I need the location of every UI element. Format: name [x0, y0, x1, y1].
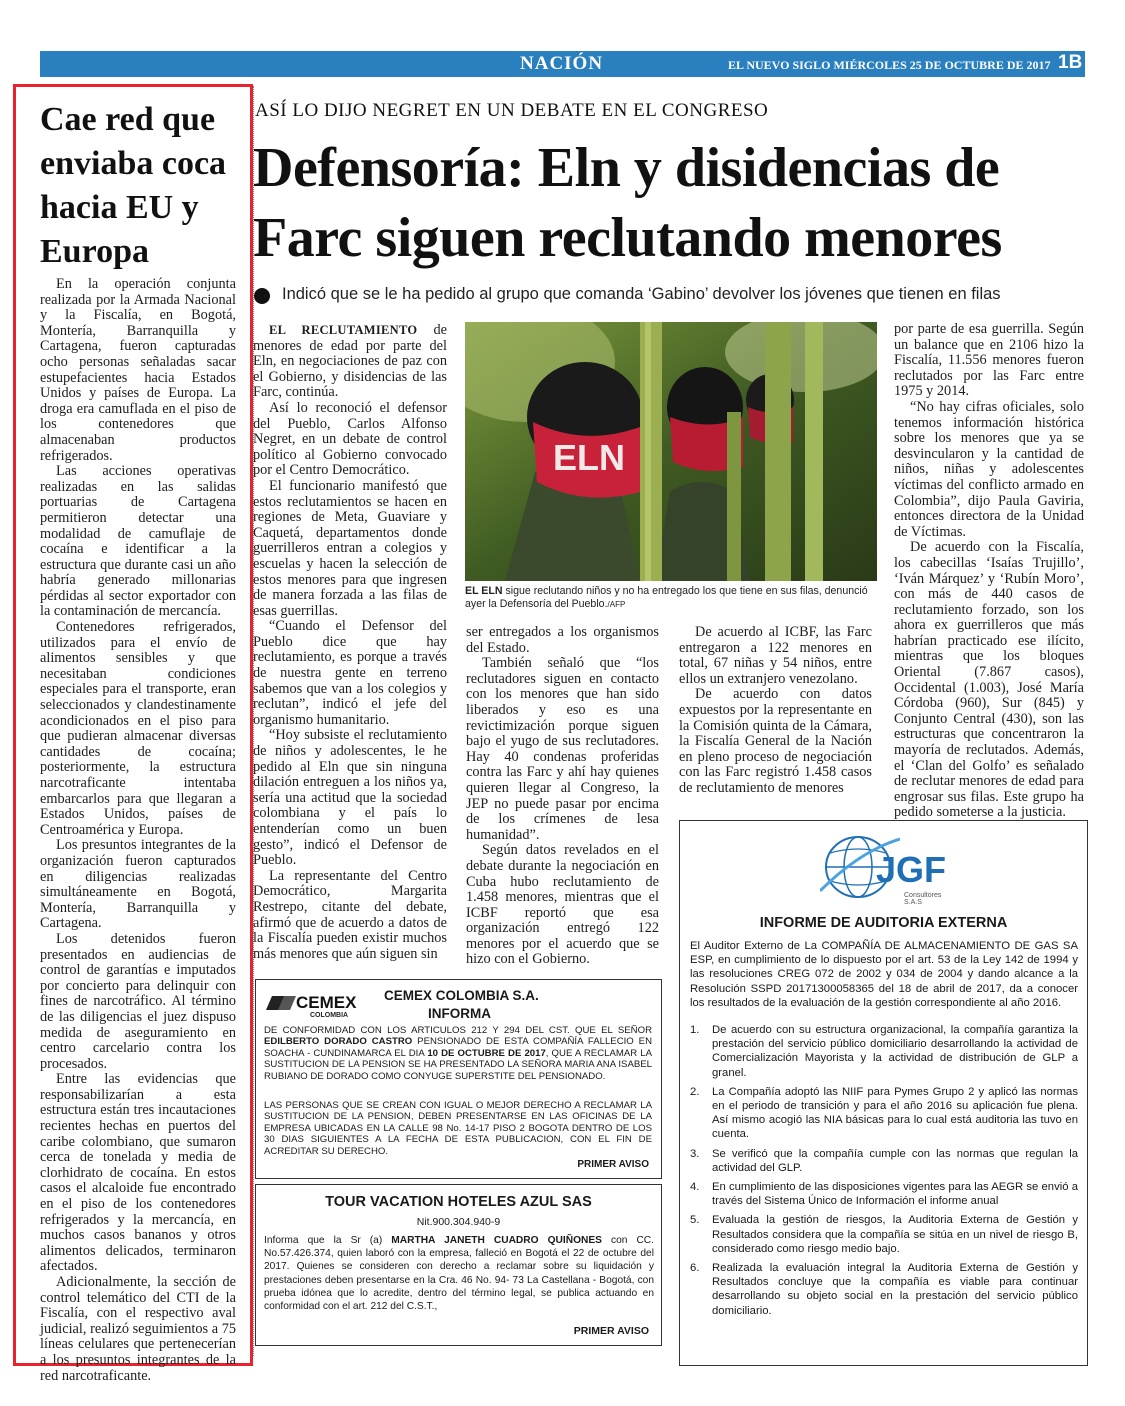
cemex-ad-title: CEMEX COLOMBIA S.A. [384, 988, 539, 1003]
sidebar-paragraph: Entre las evidencias que responsabilizarían a esta estructura están tres incautaciones recientes hechas en puertos del caribe colombiano, que sumaron cerca de tonelada y media de clorhidrato de cocaína. En estos casos el alcaloide fue encontrado en el piso de los contenedores refrigerados y la mercancía, en muchos casos bananos y otros alimentos delicados, terminaron afectados. [40, 1071, 236, 1275]
jgf-audit-report-ad [679, 820, 1088, 1366]
article-paragraph: de menores de edad por parte del Eln, en negociaciones de paz con el Gobierno, y disidencias de las Farc, continúa. [253, 322, 448, 401]
list-text: De acuerdo con su estructura organizacional, la compañía garantiza la prestación del servicio público domiciliario desarrollando la actividad de Comercialización Mayorista y la actividad de distribución de GLP a granel. [712, 1024, 1078, 1079]
cemex-text: , QUE A RECLAMAR LA SUSTITUCION DE LA PENSION SE HA PRESENTADO LA SEÑORA MARIA ANA ISABEL RUBIANO DE DORADO COMO CONYUGE SUPERSTITE DEL PENSIONADO. [264, 1047, 653, 1082]
list-text: En cumplimiento de las disposiciones vigentes para las AEGR se envió a través del Sistema Único de Información el informe anual [712, 1181, 1078, 1208]
jgf-logo-subtext: Consultores S.A.S [904, 892, 942, 906]
tour-text: con CC. No.57.426.374, quien laboró con la empresa, falleció en Bogotá el 22 de octubre del 2017. Quienes se consideren con derecho a reclamar sobre su liquidación y prestaciones deben presentarse en la Cra. 46 No. 94- 73 La Castellana - Bogotá, con prueba idónea que lo acredite, dentro del término legal, se publica actuando en conformidad con el art. 212 del C.S.T., [264, 1235, 654, 1313]
cemex-text: DE CONFORMIDAD CON LOS ARTICULOS 212 Y 294 DEL CST. QUE EL SEÑOR [264, 1025, 652, 1036]
jgf-logo [820, 831, 960, 906]
article-paragraph: De acuerdo al ICBF, las Farc entregaron a 122 menores en total, 67 niñas y 54 niños, entre ellos un extranjero venezolano. [679, 624, 872, 687]
tour-vacation-notice-ad [255, 1184, 662, 1346]
article-paragraph: De acuerdo con la Fiscalía, los cabecillas ‘Isaías Trujillo’, ‘Iván Márquez’ y ‘Rubín Moro’, con más de 440 casos de reclutamiento forzado, son los ahora ex guerrilleros que más habrían practicado ese ilícito, mientras que los bloques Oriental (7.867 casos), Occidental (1.003), José María Córdoba (960), Sur (845) y Conjunto Central (430), son las estructuras que concentraron la mayoría de reclutados. Además, el ‘Clan del Golfo’ es señalado de reclutar menores de edad para engrosar sus filas. Este grupo ha pedido someterse a la justicia. [894, 539, 1084, 821]
cemex-logo [266, 992, 366, 1019]
list-item [690, 1023, 1078, 1080]
cemex-notice-label: PRIMER AVISO [577, 1159, 649, 1170]
list-number: 6. [690, 1262, 700, 1275]
cemex-logo-subtext: COLOMBIA [310, 1012, 349, 1019]
sidebar-paragraph: Contenedores refrigerados, utilizados para el envío de alimentos sensibles y que necesitaban condiciones especiales para el transporte, eran seleccionados y clandestinamente acondicionados en el piso para que pudieran almacenar diversas cantidades de cocaína; posteriormente, la estructura narcotraficante intentaba embarcarlos para que llegaran a Estados Unidos, países de Centroamérica y Europa. [40, 619, 236, 838]
cemex-logo-text: CEMEX [296, 993, 357, 1012]
list-item [690, 1085, 1078, 1142]
list-text: Se verificó que la compañía cumple con las normas que regulan la actividad del GLP. [712, 1147, 1078, 1174]
news-photo [465, 322, 877, 581]
sidebar-paragraph: Adicionalmente, la sección de control telemático del CTI de la Fiscalía, con el respectivo aval judicial, realizó seguimientos a 75 líneas celulares que pertenecerían a los presuntos integrantes de la red narcotraficante. [40, 1274, 236, 1384]
tour-text: Informa que la Sr (a) [264, 1235, 392, 1246]
caption-lead: EL ELN [465, 585, 503, 597]
jgf-logo-text: JGF [876, 849, 947, 890]
cemex-date: 10 DE OCTUBRE DE 2017 [427, 1047, 546, 1059]
list-item [690, 1180, 1078, 1208]
sidebar-headline: Cae red que enviaba coca hacia EU y Europa [40, 101, 227, 270]
cemex-notice-ad [255, 979, 662, 1179]
cemex-text: PENSIONADO DE ESTA COMPAÑÍA FALLECIO EN SOACHA - CUNDINAMARCA EL DIA [264, 1036, 652, 1059]
article-lead-word: EL RECLUTAMIENTO [269, 323, 418, 337]
list-item [690, 1213, 1078, 1256]
article-paragraph: Según datos revelados en el debate durante la negociación en Cuba hubo reclutamiento de 1.458 menores, mientras que el ICBF reportó que esa organización entregó 122 menores por el acuerdo que se hizo con el Gobierno. [466, 842, 659, 968]
bandana-text: ELN [553, 437, 625, 478]
cemex-ad-paragraph-2: LAS PERSONAS QUE SE CREAN CON IGUAL O MEJOR DERECHO A RECLAMAR LA SUSTITUCION DE LA PENSION, DEBEN PRESENTARSE EN LAS OFICINAS DE LA EMPRESA UBICADAS EN LA CALLE 98 No. 14-17 PISO 2 BOGOTA DENTRO DE LOS 30 DIAS SIGUIENTES A LA FECHA DE ESTA PUBLICACION, CON EL FIN DE ACREDITAR SU DERECHO. [264, 1100, 652, 1157]
article-paragraph: También señaló que “los reclutadores siguen en contacto con los menores que han sido liberados y eso es una revictimización porque siguen bajo el yugo de sus reclutadores. Hay 40 condenas proferidas contra las Farc y ahí hay quienes quieren llegar al Congreso, la JEP no puede pasar por encima de los crímenes de lesa humanidad”. [466, 655, 659, 843]
list-item [690, 1261, 1078, 1318]
article-column-3 [679, 625, 872, 797]
sidebar-paragraph: Los presuntos integrantes de la organización fueron capturados en diligencias realizadas simultáneamente en Bogotá, Montería, Barranquilla y Cartagena. [40, 837, 236, 932]
article-paragraph: ser entregados a los organismos del Estado. [466, 624, 659, 656]
photo-caption [465, 585, 880, 611]
page-number: 1B [1058, 52, 1083, 73]
sidebar-paragraph: Las acciones operativas realizadas en las salidas portuarias de Cartagena permitieron detectar una modalidad de camuflaje de cocaína e identificar a la estructura que durante casi un año habría generado millonarias pérdidas al sector exportador con la contaminación de mercancía. [40, 463, 236, 620]
tour-ad-body [264, 1234, 654, 1313]
caption-text: sigue reclutando niños y no ha entregado los que tiene en sus filas, denunció ayer la Defensoría del Pueblo. [465, 585, 868, 610]
jgf-ad-intro: El Auditor Externo de La COMPAÑÍA DE ALMACENAMIENTO DE GAS SA ESP, en cumplimiento de lo dispuesto por el art. 53 de la Ley 142 de 1994 y las resoluciones CREG 072 de 2002 y 034 de 2004 y dando alcance a la Resolución SSPD 20171300058365 del 18 de abril de 2017, da a conocer los resultados de la evaluación de la gestión correspondiente al año 2016. [690, 940, 1078, 1009]
article-column-2 [466, 625, 659, 968]
list-text: La Compañía adoptó las NIIF para Pymes Grupo 2 y aplicó las normas en el periodo de transición y para el año 2016 su aplicación fue plena. Así mismo acogió las NIA básicas para lo cual está auditoria las tuvo en cuenta. [712, 1085, 1078, 1141]
sidebar-paragraph: Los detenidos fueron presentados en audiencias de control de garantías e imputados por concierto para delinquir con fines de narcotráfico. Al término de las diligencias el juez dispuso medida de aseguramiento en centro carcelario contra los procesados. [40, 930, 236, 1072]
tour-ad-title: TOUR VACATION HOTELES AZUL SAS [325, 1194, 592, 1210]
jgf-ad-list [690, 1023, 1078, 1323]
publication-date: EL NUEVO SIGLO MIÉRCOLES 25 DE OCTUBRE DE 2017 [728, 58, 1051, 72]
article-column-1 [253, 323, 447, 962]
tour-ad-nit: Nit.900.304.940-9 [416, 1216, 501, 1228]
list-number: 5. [690, 1214, 700, 1227]
jgf-ad-title: INFORME DE AUDITORIA EXTERNA [759, 915, 1008, 931]
article-paragraph: por parte de esa guerrilla. Según un balance que en 2106 hizo la Fiscalía, 11.556 menores fueron reclutados por las Farc entre 1975 y 2014. [894, 321, 1084, 400]
article-paragraph: “Hoy subsiste el reclutamiento de niños y adolescentes, le he pedido al Eln que sin ninguna dilación entreguen a los niños ya, sería una actitud que la sociedad colombiana y el país lo entenderían como un buen gesto”, indicó el Defensor de Pueblo. [253, 727, 447, 869]
article-paragraph: La representante del Centro Democrático, Margarita Restrepo, citante del debate, afirmó que de acuerdo a datos de la Fiscalía pueden existir muchos más menores que aún siguen sin [253, 867, 447, 962]
article-paragraph: “No hay cifras oficiales, solo tenemos información histórica sobre los menores que ya se desvincularon y la cantidad de niños, niñas y adolescentes víctimas del conflicto armado en Colombia”, dijo Paula Gaviria, entonces directora de la Unidad de Víctimas. [894, 398, 1084, 540]
bullet-icon [254, 288, 270, 304]
article-paragraph: De acuerdo con datos expuestos por la representante en la Comisión quinta de la Cámara, la Fiscalía General de la Nación en pleno proceso de negociación con las Farc registró 1.458 casos de reclutamiento de menores [679, 686, 872, 796]
cemex-logo-icon [266, 992, 296, 1014]
sidebar-paragraph: En la operación conjunta realizada por la Armada Nacional y la Fiscalía, en Bogotá, Montería, Barranquilla y Cartagena, fueron capturadas ocho personas señaladas sacar estupefacientes hacia Estados Unidos y países de Europa. La droga era camuflada en el piso de los contenedores que almacenaban productos refrigerados. [40, 276, 236, 464]
list-number: 4. [690, 1181, 700, 1194]
list-number: 1. [690, 1024, 700, 1036]
article-paragraph: “Cuando el Defensor del Pueblo dice que hay reclutamiento, es porque a través de nuestra gente en terreno sabemos que van a los colegios y reclutan”, indicó el jefe del organismo humanitario. [253, 618, 447, 728]
list-number: 2. [690, 1085, 700, 1098]
article-subhead: Indicó que se le ha pedido al grupo que comanda ‘Gabino’ devolver los jóvenes que tienen en filas [282, 285, 1001, 303]
sidebar-body [40, 277, 236, 1384]
article-kicker: ASÍ LO DIJO NEGRET EN UN DEBATE EN EL CONGRESO [255, 100, 769, 121]
cemex-pensioner-name: EDILBERTO DORADO CASTRO [264, 1036, 413, 1048]
article-column-4 [894, 322, 1084, 821]
tour-employee-name: MARTHA JANETH CUADRO QUIÑONES [391, 1235, 602, 1246]
photo-credit: /AFP [607, 600, 626, 609]
article-paragraph: El funcionario manifestó que estos reclutamientos se hacen en regiones de Meta, Guaviare y Caquetá, departamentos donde guerrilleros entran a colegios y escuelas y hacen la selección de estos menores para que ingresen de manera forzada a las filas de esas guerrillas. [253, 477, 447, 619]
list-item [690, 1147, 1078, 1175]
tour-notice-label: PRIMER AVISO [573, 1325, 649, 1337]
list-number: 3. [690, 1147, 700, 1160]
cemex-ad-subtitle: INFORMA [428, 1006, 491, 1021]
article-headline: Defensoría: Eln y disidencias de Farc siguen reclutando menores [253, 137, 1002, 269]
section-name: NACIÓN [520, 53, 604, 74]
photo-illustration [465, 322, 877, 581]
list-text: Evaluada la gestión de riesgos, la Auditoria Externa de Gestión y Resultados considera que la compañía se sitúa en un nivel de riesgo B, considerado como riesgo medio bajo. [712, 1214, 1078, 1255]
list-text: Realizada la evaluación integral la Auditoria Externa de Gestión y Resultados concluye que la compañía es viable para continuar desarrollando su objeto social en la prestación del servicio público domiciliario. [712, 1262, 1078, 1317]
cemex-ad-paragraph-1 [264, 1025, 652, 1082]
article-paragraph: Así lo reconoció el defensor del Pueblo, Carlos Alfonso Negret, en un debate de control político al Gobierno convocado por el Centro Democrático. [253, 399, 447, 479]
